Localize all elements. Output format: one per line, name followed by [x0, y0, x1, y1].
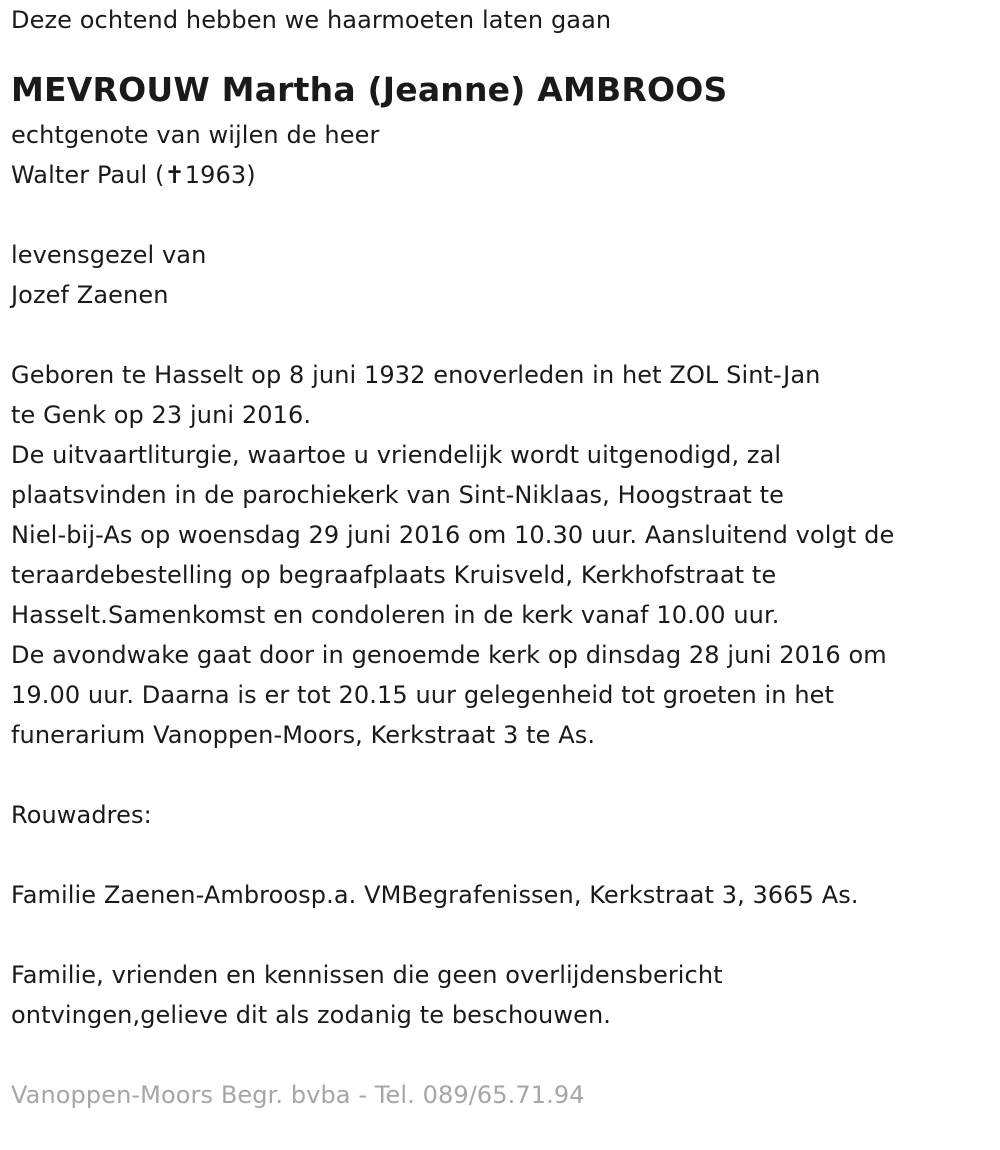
details-line: De avondwake gaat door in genoemde kerk op dinsdag 28 juni 2016 om: [11, 641, 887, 669]
funeral-home-footer: Vanoppen-Moors Begr. bvba - Tel. 089/65.71.94: [11, 1081, 585, 1109]
details-line: te Genk op 23 juni 2016.: [11, 401, 312, 429]
details-line: Geboren te Hasselt op 8 juni 1932 enoverleden in het ZOL Sint-Jan: [11, 361, 821, 389]
notice-line-1: Familie, vrienden en kennissen die geen overlijdensbericht: [11, 961, 723, 989]
spouse-line-1: echtgenote van wijlen de heer: [11, 121, 380, 149]
details-line: Hasselt.Samenkomst en condoleren in de kerk vanaf 10.00 uur.: [11, 601, 780, 629]
details-line: plaatsvinden in de parochiekerk van Sint-Niklaas, Hoogstraat te: [11, 481, 784, 509]
details-line: 19.00 uur. Daarna is er tot 20.15 uur gelegenheid tot groeten in het: [11, 681, 835, 709]
intro-text: Deze ochtend hebben we haarmoeten laten gaan: [11, 6, 612, 34]
mourning-address: Familie Zaenen-Ambroosp.a. VMBegrafenissen, Kerkstraat 3, 3665 As.: [11, 881, 859, 909]
deceased-name: MEVROUW Martha (Jeanne) AMBROOS: [11, 70, 728, 109]
spouse-line-2: Walter Paul (✝1963): [11, 161, 256, 189]
obituary-document: [11, 0, 991, 1115]
details-line: funerarium Vanoppen-Moors, Kerkstraat 3 te As.: [11, 721, 596, 749]
mourning-address-label: Rouwadres:: [11, 801, 152, 829]
notice-line-2: ontvingen,gelieve dit als zodanig te beschouwen.: [11, 1001, 611, 1029]
details-line: De uitvaartliturgie, waartoe u vriendelijk wordt uitgenodigd, zal: [11, 441, 782, 469]
details-line: Niel-bij-As op woensdag 29 juni 2016 om 10.30 uur. Aansluitend volgt de: [11, 521, 895, 549]
partner-line-2: Jozef Zaenen: [11, 281, 169, 309]
details-line: teraardebestelling op begraafplaats Kruisveld, Kerkhofstraat te: [11, 561, 777, 589]
partner-line-1: levensgezel van: [11, 241, 207, 269]
details-block: [11, 355, 991, 755]
